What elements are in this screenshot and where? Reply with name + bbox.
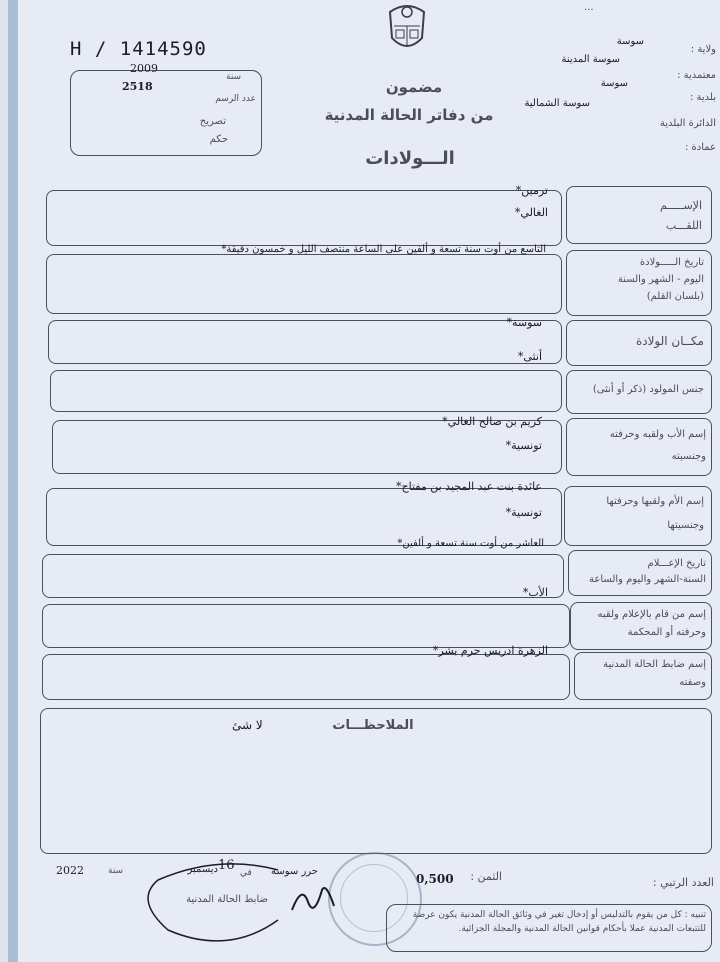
officer-signature-loop — [138, 860, 288, 950]
notice-text: تنبيه : كل من يقوم بالتدليس أو إدخال تغير في وثائق الحالة المدنية يكون عرضة للتتبعات المدنية عملا بأحكام قوانين الحالة المدنية والمجلة الجزائية. — [412, 910, 706, 934]
title-line1: مضمون — [385, 78, 443, 96]
place-value: حرر سوسة — [271, 866, 318, 877]
value-father: كريم بن صالح الغالي* تونسية* — [442, 415, 542, 452]
coat-of-arms-emblem — [382, 2, 432, 56]
omda-label: عمادة : — [684, 142, 716, 153]
value-birthdate: التاسع من أوت سنة تسعة و ألفين على الساعة منتصف الليل و خمسون دقيقة* — [221, 244, 546, 255]
year-value-footer: 2022 — [56, 864, 84, 877]
price-label: الثمن : — [470, 870, 502, 883]
top-right-stub: ... — [584, 2, 594, 13]
label-father: إسم الأب ولقبه وحرفته وجنسيته — [609, 429, 706, 462]
number-label: عدد الرسم — [215, 94, 256, 104]
price-value: 0,500 — [416, 872, 454, 886]
number-value: 2518 — [122, 80, 153, 93]
year-value: 2009 — [130, 62, 158, 75]
value-box-birthdate — [46, 254, 562, 314]
label-name: الإســـــم اللقـــب — [660, 199, 702, 232]
circle-value: سوسة الشمالية — [524, 98, 590, 109]
date-prefix: في — [240, 868, 252, 878]
value-box-officer — [42, 654, 570, 700]
day-value: 16 — [218, 858, 235, 873]
value-birthplace: سوسة* — [506, 316, 542, 329]
remarks-label: الملاحظـــات — [332, 718, 414, 733]
value-mother: عائدة بنت عبد المجيد بن مفتاح* تونسية* — [396, 480, 542, 519]
section-title: الـــولادات — [365, 148, 455, 169]
year-label: سنة — [226, 72, 242, 82]
value-declaration-date: العاشر من أوت سنة تسعة و ألفين* — [397, 538, 544, 549]
year-label-footer: سنة — [108, 866, 124, 876]
value-box-sex — [50, 370, 562, 412]
title-line2: من دفاتر الحالة المدنية — [324, 106, 494, 124]
label-sex: جنس المولود (ذكر أو أنثى) — [592, 384, 704, 395]
value-declarant: الأب* — [522, 586, 548, 599]
label-declaration-date: تاريخ الإعـــلام السنة-الشهر واليوم والساعة — [589, 558, 706, 585]
municipality-label: بلدية : — [689, 92, 716, 103]
declaration-label: تصريح — [199, 116, 226, 127]
municipality-value: سوسة — [600, 78, 628, 89]
value-officer: الزهرة ادريس حرم بشر* — [432, 644, 548, 657]
state-label: ولاية : — [690, 44, 716, 55]
officer-title: ضابط الحالة المدنية — [186, 894, 268, 905]
label-mother: إسم الأم ولقبها وحرفتها وجنسيتها — [606, 496, 704, 531]
delegation-value: سوسة المدينة — [561, 54, 620, 65]
serial-label: العدد الرتبي : — [652, 876, 714, 889]
label-officer: إسم ضابط الحالة المدنية وصفته — [603, 659, 706, 688]
value-box-declarant — [42, 604, 570, 648]
state-value: سوسة — [616, 36, 644, 47]
value-sex: أنثى* — [517, 350, 542, 363]
month-value: ديسمبر — [187, 864, 218, 875]
registration-box — [70, 70, 262, 156]
label-birthdate: تاريخ الـــــولادة اليوم - الشهر والسنة (بلسان القلم) — [617, 257, 704, 302]
circle-label: الدائرة البلدية — [659, 118, 716, 129]
label-declarant: إسم من قام بالإعلام ولقبه وحرفته أو المحكمة — [597, 609, 706, 638]
label-birthplace: مكــان الولادة — [635, 334, 704, 348]
value-name: ترمين* الغالي* — [514, 184, 548, 219]
judgment-label: حكم — [209, 134, 228, 145]
serial-number: H / 1414590 — [70, 38, 207, 60]
remarks-value: لا شئ — [232, 718, 263, 732]
document-page — [8, 0, 720, 962]
signature-mark — [288, 880, 338, 920]
delegation-label: معتمدية : — [677, 70, 716, 81]
